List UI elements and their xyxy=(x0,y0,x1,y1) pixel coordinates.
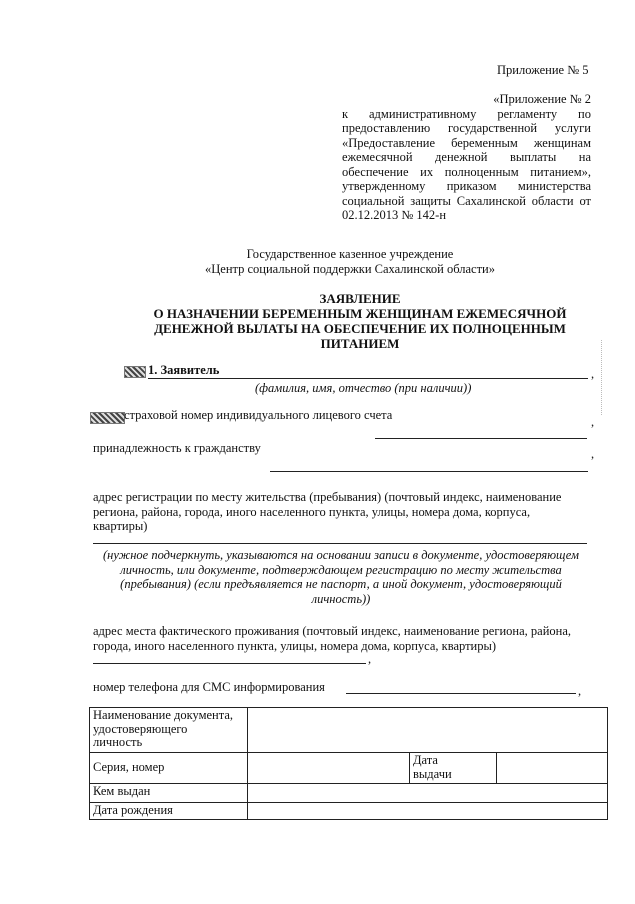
issued-by-label-cell: Кем выдан xyxy=(90,784,248,803)
actual-address-line: адрес места фактического проживания (почтовый индекс, наименование региона, района, xyxy=(93,624,572,638)
cell-text: выдачи xyxy=(413,766,452,781)
comma: , xyxy=(591,367,595,381)
stamp-mark xyxy=(124,363,146,381)
series-number-value-cell[interactable] xyxy=(248,753,410,784)
actual-address-label xyxy=(93,624,603,653)
registration-address-label xyxy=(93,490,593,534)
reference-line: ежемесячной денежной выплаты на xyxy=(342,150,591,164)
registration-line: квартиры) xyxy=(93,519,148,533)
stamp-mark xyxy=(90,409,125,427)
hint-line: (пребывания) (если предъявляется не паспорт, а иной документ, удостоверяющий xyxy=(120,577,562,591)
comma: , xyxy=(591,447,595,461)
snils-field[interactable] xyxy=(375,438,587,439)
issue-date-label-cell xyxy=(410,753,497,784)
reference-line: обеспечение их полноценным питанием», xyxy=(342,164,591,179)
registration-line: региона, района, города, иного населенного пункта, улицы, номера дома, корпуса, xyxy=(93,504,531,519)
title-line: ПИТАНИЕМ xyxy=(320,336,400,351)
reference-line: предоставлению государственной услуги xyxy=(342,121,591,135)
reference-line: 02.12.2013 № 142-н xyxy=(342,208,447,222)
reference-line: утвержденному приказом министерства xyxy=(342,179,591,193)
citizenship-label: принадлежность к гражданству xyxy=(93,441,261,455)
registration-hint xyxy=(91,548,591,606)
actual-address-field[interactable] xyxy=(93,663,366,664)
issued-by-value-cell[interactable] xyxy=(248,784,608,803)
doc-name-label-cell xyxy=(90,708,248,753)
appendix-number: Приложение № 5 xyxy=(497,63,589,77)
citizenship-field[interactable] xyxy=(270,471,588,472)
regulation-reference xyxy=(342,92,591,223)
hint-line: (нужное подчеркнуть, указываются на основании записи в документе, удостоверяющем xyxy=(102,548,580,562)
series-number-label-cell: Серия, номер xyxy=(90,753,248,784)
registration-address-field[interactable] xyxy=(93,543,587,544)
doc-name-value-cell[interactable] xyxy=(248,708,608,753)
organization-name: «Центр социальной поддержки Сахалинской области» xyxy=(205,261,495,276)
title-line: О НАЗНАЧЕНИИ БЕРЕМЕННЫМ ЖЕНЩИНАМ ЕЖЕМЕСЯЧНОЙ xyxy=(153,306,567,321)
reference-line: к административному регламенту по xyxy=(342,106,591,121)
issue-date-value-cell[interactable] xyxy=(497,753,608,784)
cell-text: личность xyxy=(93,735,143,749)
identity-document-table xyxy=(89,707,608,820)
title-line: ДЕНЕЖНОЙ ВЫЛАТЫ НА ОБЕСПЕЧЕНИЕ ИХ ПОЛНОЦЕННЫМ xyxy=(154,321,566,336)
table-row xyxy=(90,784,608,803)
title-line: ЗАЯВЛЕНИЕ xyxy=(319,291,401,306)
phone-label: номер телефона для СМС информирования xyxy=(93,680,325,694)
stamp-icon xyxy=(90,412,125,424)
comma: , xyxy=(368,652,372,666)
reference-line: «Предоставление беременным женщинам xyxy=(342,135,591,150)
applicant-name-field[interactable] xyxy=(148,378,588,379)
hint-line: личность)) xyxy=(311,591,371,606)
phone-field[interactable] xyxy=(346,693,576,694)
birth-date-label-cell: Дата рождения xyxy=(90,803,248,820)
cell-text: Наименование документа, xyxy=(93,708,234,722)
comma: , xyxy=(591,415,595,429)
birth-date-value-cell[interactable] xyxy=(248,803,608,820)
table-row xyxy=(90,753,608,784)
scan-margin-mark xyxy=(601,340,603,415)
organization-type: Государственное казенное учреждение xyxy=(246,247,454,261)
comma: , xyxy=(578,684,582,698)
table-row xyxy=(90,708,608,753)
reference-line: «Приложение № 2 xyxy=(493,92,591,106)
cell-text: Дата xyxy=(413,753,438,767)
hint-line: личность, или документе, подтверждающем регистрацию по месту жительства xyxy=(120,562,562,577)
actual-address-line: города, иного населенного пункта, улицы, номера дома, корпуса, квартиры) xyxy=(93,638,497,653)
registration-line: адрес регистрации по месту жительства (пребывания) (почтовый индекс, наименование xyxy=(93,490,562,504)
organization-block xyxy=(100,247,600,276)
fio-hint: (фамилия, имя, отчество (при наличии)) xyxy=(255,381,472,395)
table-row xyxy=(90,803,608,820)
cell-text: удостоверяющего xyxy=(93,721,188,736)
document-title xyxy=(130,291,590,351)
reference-line: социальной защиты Сахалинской области от xyxy=(342,193,591,208)
snils-label: страховой номер индивидуального лицевого счета xyxy=(124,408,393,422)
section-applicant-label: 1. Заявитель xyxy=(148,363,220,377)
stamp-icon xyxy=(124,366,146,378)
